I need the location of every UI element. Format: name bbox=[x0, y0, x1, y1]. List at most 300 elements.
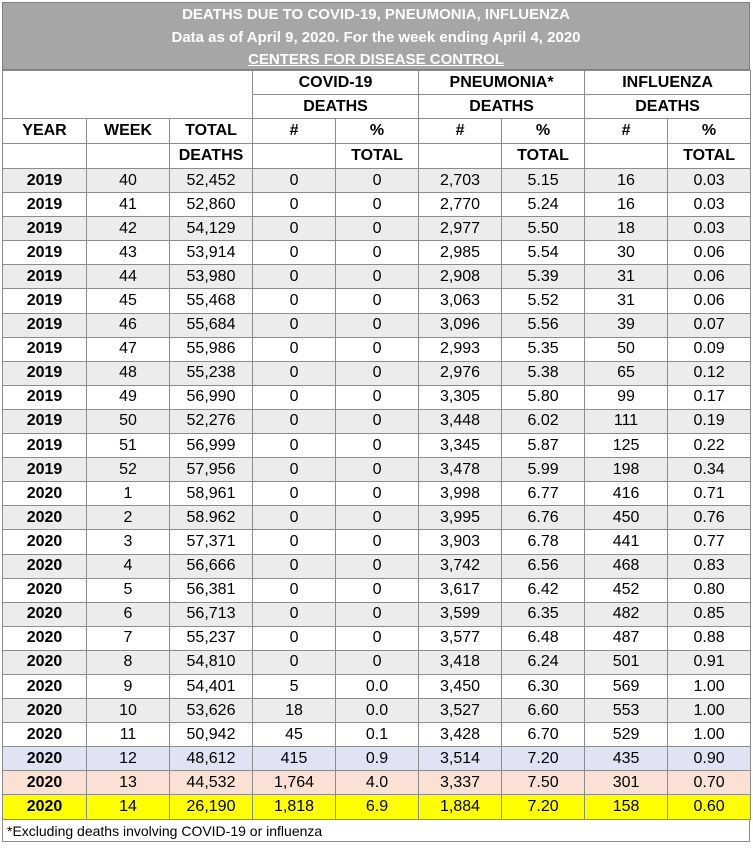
cell-year: 2020 bbox=[3, 530, 87, 554]
cell-week: 49 bbox=[87, 385, 170, 409]
cell-week: 42 bbox=[87, 217, 170, 241]
cell-year: 2019 bbox=[3, 409, 87, 433]
cell-covid-pct: 0 bbox=[336, 313, 419, 337]
cell-influenza-pct: 0.03 bbox=[668, 169, 751, 193]
cell-week: 40 bbox=[87, 169, 170, 193]
cell-pneumonia-count: 3,599 bbox=[419, 602, 502, 626]
cell-total-deaths: 56,666 bbox=[170, 554, 253, 578]
table-row bbox=[3, 313, 751, 337]
cell-total-deaths: 53,626 bbox=[170, 699, 253, 723]
cell-influenza-count: 30 bbox=[585, 241, 668, 265]
cell-covid-pct: 0 bbox=[336, 434, 419, 458]
table-row bbox=[3, 723, 751, 747]
cell-total-deaths: 55,237 bbox=[170, 626, 253, 650]
cell-week: 10 bbox=[87, 699, 170, 723]
cell-covid-pct: 0 bbox=[336, 169, 419, 193]
cell-covid-count: 45 bbox=[253, 723, 336, 747]
cell-total-deaths: 56,999 bbox=[170, 434, 253, 458]
table-row bbox=[3, 795, 751, 819]
cell-covid-pct: 0.0 bbox=[336, 699, 419, 723]
cell-covid-pct: 0 bbox=[336, 217, 419, 241]
cell-year: 2019 bbox=[3, 289, 87, 313]
table-row bbox=[3, 217, 751, 241]
cell-week: 41 bbox=[87, 193, 170, 217]
cell-influenza-count: 198 bbox=[585, 458, 668, 482]
cell-covid-count: 0 bbox=[253, 265, 336, 289]
cell-year: 2020 bbox=[3, 723, 87, 747]
table-row bbox=[3, 434, 751, 458]
cell-influenza-pct: 0.03 bbox=[668, 193, 751, 217]
cell-pneumonia-count: 3,998 bbox=[419, 482, 502, 506]
cell-covid-pct: 0 bbox=[336, 265, 419, 289]
cell-week: 12 bbox=[87, 747, 170, 771]
cell-pneumonia-count: 3,448 bbox=[419, 409, 502, 433]
table-row bbox=[3, 289, 751, 313]
cell-week: 44 bbox=[87, 265, 170, 289]
cell-week: 46 bbox=[87, 313, 170, 337]
cell-influenza-pct: 0.06 bbox=[668, 289, 751, 313]
cell-influenza-count: 553 bbox=[585, 699, 668, 723]
cell-influenza-count: 16 bbox=[585, 193, 668, 217]
cell-covid-pct: 0 bbox=[336, 337, 419, 361]
cell-pneumonia-count: 3,345 bbox=[419, 434, 502, 458]
group-pneumonia-line2: DEATHS bbox=[419, 95, 585, 119]
cell-pneumonia-count: 3,063 bbox=[419, 289, 502, 313]
cell-pneumonia-count: 2,993 bbox=[419, 337, 502, 361]
cell-pneumonia-count: 3,478 bbox=[419, 458, 502, 482]
cell-pneumonia-pct: 6.35 bbox=[502, 602, 585, 626]
table-row bbox=[3, 193, 751, 217]
cell-covid-count: 0 bbox=[253, 169, 336, 193]
cell-covid-pct: 0 bbox=[336, 482, 419, 506]
table-row bbox=[3, 771, 751, 795]
cell-week: 3 bbox=[87, 530, 170, 554]
cell-week: 6 bbox=[87, 602, 170, 626]
cell-pneumonia-pct: 6.76 bbox=[502, 506, 585, 530]
cell-week: 9 bbox=[87, 674, 170, 698]
cell-pneumonia-pct: 5.52 bbox=[502, 289, 585, 313]
cell-covid-pct: 0.1 bbox=[336, 723, 419, 747]
cell-covid-count: 0 bbox=[253, 650, 336, 674]
group-pneumonia-line1: PNEUMONIA* bbox=[419, 71, 585, 95]
cell-influenza-count: 482 bbox=[585, 602, 668, 626]
column-header-row-2 bbox=[3, 144, 751, 169]
cell-pneumonia-pct: 6.30 bbox=[502, 674, 585, 698]
cell-covid-count: 0 bbox=[253, 409, 336, 433]
cell-year: 2019 bbox=[3, 458, 87, 482]
cell-covid-pct: 0 bbox=[336, 241, 419, 265]
cell-covid-count: 0 bbox=[253, 626, 336, 650]
col-influenza-pct-header: % bbox=[668, 119, 751, 144]
cell-pneumonia-pct: 5.54 bbox=[502, 241, 585, 265]
col-week-header-2 bbox=[87, 144, 170, 169]
cell-total-deaths: 44,532 bbox=[170, 771, 253, 795]
cell-year: 2019 bbox=[3, 385, 87, 409]
group-covid-line1: COVID-19 bbox=[253, 71, 419, 95]
deaths-table bbox=[2, 70, 751, 820]
cell-pneumonia-pct: 5.15 bbox=[502, 169, 585, 193]
cell-influenza-count: 31 bbox=[585, 265, 668, 289]
cell-influenza-pct: 0.07 bbox=[668, 313, 751, 337]
cell-pneumonia-pct: 5.56 bbox=[502, 313, 585, 337]
cell-year: 2019 bbox=[3, 313, 87, 337]
cell-influenza-count: 111 bbox=[585, 409, 668, 433]
cell-influenza-pct: 0.03 bbox=[668, 217, 751, 241]
group-influenza-line1: INFLUENZA bbox=[585, 71, 751, 95]
cell-influenza-pct: 0.19 bbox=[668, 409, 751, 433]
cell-pneumonia-pct: 5.39 bbox=[502, 265, 585, 289]
banner-subtitle: Data as of April 9, 2020. For the week ending April 4, 2020 bbox=[171, 28, 581, 46]
cell-total-deaths: 56,990 bbox=[170, 385, 253, 409]
cell-pneumonia-pct: 7.50 bbox=[502, 771, 585, 795]
cell-pneumonia-count: 3,995 bbox=[419, 506, 502, 530]
cell-covid-count: 0 bbox=[253, 554, 336, 578]
cell-covid-count: 0 bbox=[253, 313, 336, 337]
cell-influenza-pct: 0.77 bbox=[668, 530, 751, 554]
col-pneumonia-count-header-2 bbox=[419, 144, 502, 169]
col-week-header: WEEK bbox=[87, 119, 170, 144]
cell-week: 48 bbox=[87, 361, 170, 385]
banner-title: DEATHS DUE TO COVID-19, PNEUMONIA, INFLUENZA bbox=[182, 6, 570, 23]
cell-pneumonia-count: 2,977 bbox=[419, 217, 502, 241]
cell-total-deaths: 54,401 bbox=[170, 674, 253, 698]
cell-influenza-count: 16 bbox=[585, 169, 668, 193]
cell-year: 2019 bbox=[3, 337, 87, 361]
cell-influenza-pct: 0.80 bbox=[668, 578, 751, 602]
cell-pneumonia-pct: 6.77 bbox=[502, 482, 585, 506]
cell-pneumonia-pct: 6.56 bbox=[502, 554, 585, 578]
cell-week: 5 bbox=[87, 578, 170, 602]
cell-influenza-count: 435 bbox=[585, 747, 668, 771]
table-banner bbox=[2, 2, 750, 70]
cell-influenza-count: 569 bbox=[585, 674, 668, 698]
table-row bbox=[3, 265, 751, 289]
cell-covid-pct: 4.0 bbox=[336, 771, 419, 795]
cell-week: 2 bbox=[87, 506, 170, 530]
cell-pneumonia-pct: 6.02 bbox=[502, 409, 585, 433]
cell-pneumonia-count: 3,514 bbox=[419, 747, 502, 771]
header-blank-cell bbox=[3, 71, 253, 119]
cell-year: 2019 bbox=[3, 361, 87, 385]
cell-covid-count: 0 bbox=[253, 602, 336, 626]
col-influenza-pct-header-2: TOTAL bbox=[668, 144, 751, 169]
cell-year: 2020 bbox=[3, 674, 87, 698]
cell-influenza-count: 416 bbox=[585, 482, 668, 506]
cell-pneumonia-pct: 6.48 bbox=[502, 626, 585, 650]
cell-pneumonia-count: 3,418 bbox=[419, 650, 502, 674]
column-header-row bbox=[3, 119, 751, 144]
cell-influenza-count: 450 bbox=[585, 506, 668, 530]
col-influenza-count-header: # bbox=[585, 119, 668, 144]
cell-influenza-pct: 0.22 bbox=[668, 434, 751, 458]
cell-pneumonia-count: 3,617 bbox=[419, 578, 502, 602]
cell-influenza-count: 99 bbox=[585, 385, 668, 409]
cell-influenza-pct: 0.06 bbox=[668, 241, 751, 265]
cell-pneumonia-count: 2,770 bbox=[419, 193, 502, 217]
table-row bbox=[3, 458, 751, 482]
table-row bbox=[3, 650, 751, 674]
cell-influenza-count: 441 bbox=[585, 530, 668, 554]
cell-year: 2020 bbox=[3, 602, 87, 626]
cell-pneumonia-count: 3,305 bbox=[419, 385, 502, 409]
cell-influenza-pct: 0.91 bbox=[668, 650, 751, 674]
cell-pneumonia-pct: 6.60 bbox=[502, 699, 585, 723]
cell-total-deaths: 53,914 bbox=[170, 241, 253, 265]
col-total-header: TOTAL bbox=[170, 119, 253, 144]
cell-influenza-pct: 0.71 bbox=[668, 482, 751, 506]
col-year-header-2 bbox=[3, 144, 87, 169]
cell-covid-count: 0 bbox=[253, 385, 336, 409]
cell-year: 2020 bbox=[3, 650, 87, 674]
cell-total-deaths: 55,986 bbox=[170, 337, 253, 361]
cell-week: 47 bbox=[87, 337, 170, 361]
cell-pneumonia-count: 3,577 bbox=[419, 626, 502, 650]
cell-influenza-count: 501 bbox=[585, 650, 668, 674]
cell-pneumonia-count: 3,527 bbox=[419, 699, 502, 723]
cell-influenza-count: 487 bbox=[585, 626, 668, 650]
table-row bbox=[3, 241, 751, 265]
cell-covid-count: 0 bbox=[253, 458, 336, 482]
cell-pneumonia-count: 1,884 bbox=[419, 795, 502, 819]
cell-pneumonia-count: 3,450 bbox=[419, 674, 502, 698]
cell-covid-pct: 0 bbox=[336, 361, 419, 385]
banner-source: CENTERS FOR DISEASE CONTROL bbox=[248, 51, 504, 69]
cell-pneumonia-pct: 7.20 bbox=[502, 747, 585, 771]
cell-covid-count: 0 bbox=[253, 241, 336, 265]
cell-pneumonia-pct: 7.20 bbox=[502, 795, 585, 819]
cell-year: 2019 bbox=[3, 193, 87, 217]
cell-influenza-count: 39 bbox=[585, 313, 668, 337]
group-influenza-line2: DEATHS bbox=[585, 95, 751, 119]
cell-covid-count: 0 bbox=[253, 193, 336, 217]
cell-covid-pct: 6.9 bbox=[336, 795, 419, 819]
cell-pneumonia-pct: 6.24 bbox=[502, 650, 585, 674]
cell-covid-pct: 0 bbox=[336, 193, 419, 217]
cell-influenza-pct: 0.70 bbox=[668, 771, 751, 795]
col-covid-pct-header: % bbox=[336, 119, 419, 144]
cell-total-deaths: 55,238 bbox=[170, 361, 253, 385]
cell-covid-pct: 0 bbox=[336, 506, 419, 530]
cell-year: 2020 bbox=[3, 795, 87, 819]
cell-influenza-pct: 0.09 bbox=[668, 337, 751, 361]
col-year-header: YEAR bbox=[3, 119, 87, 144]
footnote: *Excluding deaths involving COVID-19 or influenza bbox=[2, 820, 750, 842]
cell-influenza-pct: 0.06 bbox=[668, 265, 751, 289]
cell-total-deaths: 54,129 bbox=[170, 217, 253, 241]
cell-pneumonia-count: 3,428 bbox=[419, 723, 502, 747]
cell-total-deaths: 57,371 bbox=[170, 530, 253, 554]
cell-week: 4 bbox=[87, 554, 170, 578]
cell-covid-count: 0 bbox=[253, 337, 336, 361]
col-pneumonia-pct-header: % bbox=[502, 119, 585, 144]
cell-week: 14 bbox=[87, 795, 170, 819]
cell-covid-pct: 0 bbox=[336, 385, 419, 409]
cell-influenza-pct: 0.17 bbox=[668, 385, 751, 409]
cell-week: 50 bbox=[87, 409, 170, 433]
cell-influenza-pct: 1.00 bbox=[668, 723, 751, 747]
cell-pneumonia-pct: 6.78 bbox=[502, 530, 585, 554]
cell-influenza-pct: 1.00 bbox=[668, 699, 751, 723]
col-covid-pct-header-2: TOTAL bbox=[336, 144, 419, 169]
cell-total-deaths: 56,713 bbox=[170, 602, 253, 626]
cell-year: 2020 bbox=[3, 506, 87, 530]
table-row bbox=[3, 385, 751, 409]
table-row bbox=[3, 626, 751, 650]
col-covid-count-header: # bbox=[253, 119, 336, 144]
cell-pneumonia-pct: 6.42 bbox=[502, 578, 585, 602]
table-row bbox=[3, 578, 751, 602]
cell-covid-pct: 0 bbox=[336, 289, 419, 313]
cell-total-deaths: 52,276 bbox=[170, 409, 253, 433]
cell-pneumonia-count: 2,985 bbox=[419, 241, 502, 265]
cell-week: 13 bbox=[87, 771, 170, 795]
cell-pneumonia-count: 2,703 bbox=[419, 169, 502, 193]
cell-covid-pct: 0.0 bbox=[336, 674, 419, 698]
cell-influenza-count: 529 bbox=[585, 723, 668, 747]
cell-week: 43 bbox=[87, 241, 170, 265]
table-row bbox=[3, 169, 751, 193]
cell-covid-count: 18 bbox=[253, 699, 336, 723]
cell-total-deaths: 55,684 bbox=[170, 313, 253, 337]
cell-year: 2020 bbox=[3, 747, 87, 771]
table-row bbox=[3, 699, 751, 723]
cell-pneumonia-pct: 5.24 bbox=[502, 193, 585, 217]
cell-year: 2020 bbox=[3, 554, 87, 578]
cell-week: 45 bbox=[87, 289, 170, 313]
table-row bbox=[3, 530, 751, 554]
cell-week: 51 bbox=[87, 434, 170, 458]
cell-total-deaths: 58.962 bbox=[170, 506, 253, 530]
cell-pneumonia-pct: 6.70 bbox=[502, 723, 585, 747]
cell-covid-count: 0 bbox=[253, 506, 336, 530]
cell-year: 2020 bbox=[3, 578, 87, 602]
cell-total-deaths: 48,612 bbox=[170, 747, 253, 771]
deaths-table-sheet bbox=[2, 2, 750, 842]
cell-year: 2019 bbox=[3, 434, 87, 458]
group-header-row bbox=[3, 71, 751, 95]
cell-covid-count: 0 bbox=[253, 482, 336, 506]
cell-influenza-count: 452 bbox=[585, 578, 668, 602]
col-total-header-2: DEATHS bbox=[170, 144, 253, 169]
cell-total-deaths: 56,381 bbox=[170, 578, 253, 602]
col-pneumonia-count-header: # bbox=[419, 119, 502, 144]
cell-covid-count: 0 bbox=[253, 361, 336, 385]
table-row bbox=[3, 674, 751, 698]
cell-covid-pct: 0.9 bbox=[336, 747, 419, 771]
cell-covid-count: 0 bbox=[253, 578, 336, 602]
cell-pneumonia-count: 3,096 bbox=[419, 313, 502, 337]
cell-covid-pct: 0 bbox=[336, 578, 419, 602]
cell-pneumonia-pct: 5.80 bbox=[502, 385, 585, 409]
cell-pneumonia-count: 3,903 bbox=[419, 530, 502, 554]
cell-week: 11 bbox=[87, 723, 170, 747]
cell-pneumonia-pct: 5.50 bbox=[502, 217, 585, 241]
cell-covid-pct: 0 bbox=[336, 530, 419, 554]
table-row bbox=[3, 506, 751, 530]
col-pneumonia-pct-header-2: TOTAL bbox=[502, 144, 585, 169]
cell-covid-pct: 0 bbox=[336, 626, 419, 650]
cell-week: 7 bbox=[87, 626, 170, 650]
cell-influenza-count: 158 bbox=[585, 795, 668, 819]
cell-total-deaths: 52,452 bbox=[170, 169, 253, 193]
cell-week: 8 bbox=[87, 650, 170, 674]
cell-covid-pct: 0 bbox=[336, 602, 419, 626]
cell-year: 2020 bbox=[3, 699, 87, 723]
cell-influenza-count: 301 bbox=[585, 771, 668, 795]
cell-influenza-pct: 0.60 bbox=[668, 795, 751, 819]
cell-influenza-pct: 0.12 bbox=[668, 361, 751, 385]
cell-covid-pct: 0 bbox=[336, 650, 419, 674]
col-influenza-count-header-2 bbox=[585, 144, 668, 169]
cell-pneumonia-pct: 5.35 bbox=[502, 337, 585, 361]
table-row bbox=[3, 482, 751, 506]
cell-pneumonia-pct: 5.38 bbox=[502, 361, 585, 385]
cell-covid-count: 0 bbox=[253, 434, 336, 458]
cell-year: 2019 bbox=[3, 217, 87, 241]
cell-year: 2020 bbox=[3, 626, 87, 650]
cell-covid-count: 0 bbox=[253, 530, 336, 554]
cell-influenza-pct: 0.76 bbox=[668, 506, 751, 530]
cell-covid-count: 5 bbox=[253, 674, 336, 698]
table-row bbox=[3, 554, 751, 578]
cell-influenza-count: 31 bbox=[585, 289, 668, 313]
cell-influenza-pct: 1.00 bbox=[668, 674, 751, 698]
cell-year: 2019 bbox=[3, 265, 87, 289]
cell-total-deaths: 53,980 bbox=[170, 265, 253, 289]
cell-influenza-count: 65 bbox=[585, 361, 668, 385]
cell-week: 52 bbox=[87, 458, 170, 482]
cell-pneumonia-pct: 5.87 bbox=[502, 434, 585, 458]
group-covid-line2: DEATHS bbox=[253, 95, 419, 119]
cell-covid-count: 0 bbox=[253, 289, 336, 313]
cell-total-deaths: 58,961 bbox=[170, 482, 253, 506]
cell-pneumonia-count: 3,337 bbox=[419, 771, 502, 795]
cell-covid-pct: 0 bbox=[336, 458, 419, 482]
cell-influenza-count: 50 bbox=[585, 337, 668, 361]
cell-covid-pct: 0 bbox=[336, 554, 419, 578]
cell-covid-count: 415 bbox=[253, 747, 336, 771]
cell-covid-count: 1,764 bbox=[253, 771, 336, 795]
cell-pneumonia-count: 2,976 bbox=[419, 361, 502, 385]
cell-influenza-pct: 0.88 bbox=[668, 626, 751, 650]
table-row bbox=[3, 337, 751, 361]
cell-total-deaths: 57,956 bbox=[170, 458, 253, 482]
cell-pneumonia-count: 2,908 bbox=[419, 265, 502, 289]
cell-influenza-pct: 0.34 bbox=[668, 458, 751, 482]
cell-total-deaths: 50,942 bbox=[170, 723, 253, 747]
cell-pneumonia-pct: 5.99 bbox=[502, 458, 585, 482]
table-row bbox=[3, 361, 751, 385]
table-row bbox=[3, 747, 751, 771]
cell-influenza-count: 125 bbox=[585, 434, 668, 458]
cell-year: 2019 bbox=[3, 241, 87, 265]
cell-total-deaths: 54,810 bbox=[170, 650, 253, 674]
cell-influenza-count: 468 bbox=[585, 554, 668, 578]
cell-influenza-pct: 0.85 bbox=[668, 602, 751, 626]
cell-year: 2020 bbox=[3, 771, 87, 795]
cell-influenza-pct: 0.83 bbox=[668, 554, 751, 578]
col-covid-count-header-2 bbox=[253, 144, 336, 169]
cell-covid-count: 1,818 bbox=[253, 795, 336, 819]
cell-total-deaths: 52,860 bbox=[170, 193, 253, 217]
cell-year: 2020 bbox=[3, 482, 87, 506]
cell-total-deaths: 26,190 bbox=[170, 795, 253, 819]
cell-year: 2019 bbox=[3, 169, 87, 193]
cell-week: 1 bbox=[87, 482, 170, 506]
cell-pneumonia-count: 3,742 bbox=[419, 554, 502, 578]
table-row bbox=[3, 409, 751, 433]
cell-influenza-pct: 0.90 bbox=[668, 747, 751, 771]
